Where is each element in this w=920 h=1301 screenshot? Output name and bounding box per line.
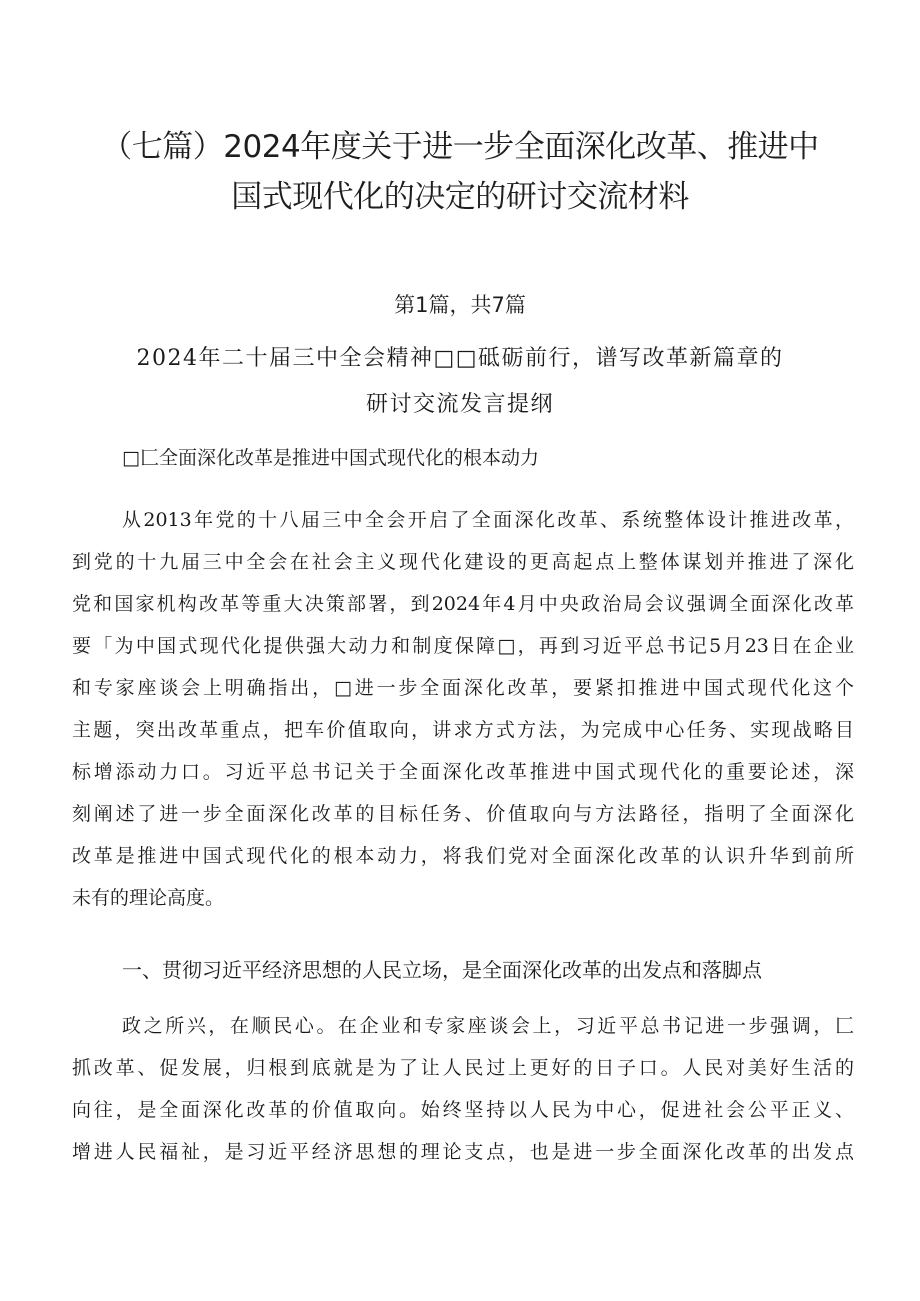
document-title-line-1: （七篇）2024年度关于进一步全面深化改革、推进中 bbox=[101, 129, 819, 165]
paragraph-line: 从2013年党的十八届三中全会开启了全面深化改革、系统整体设计推进改革， bbox=[122, 509, 854, 531]
paragraph-line: 和专家座谈会上明确指出，□进一步全面深化改革，要紧扣推进中国式现代化这个 bbox=[72, 677, 854, 699]
part-label: 第1篇，共7篇 bbox=[394, 293, 526, 317]
document-title-line-2: 国式现代化的决定的研讨交流材料 bbox=[231, 179, 689, 215]
paragraph-line: 抓改革、促发展，归根到底就是为了让人民过上更好的日子口。人民对美好生活的 bbox=[72, 1057, 854, 1079]
paragraph-line: 改革是推进中国式现代化的根本动力，将我们党对全面深化改革的认识升华到前所 bbox=[72, 845, 854, 867]
intro-heading: □匚全面深化改革是推进中国式现代化的根本动力 bbox=[122, 447, 539, 469]
paragraph-line: 刻阐述了进一步全面深化改革的目标任务、价值取向与方法路径，指明了全面深化 bbox=[72, 803, 854, 825]
paragraph-line: 主题，突出改革重点，把车价值取向，讲求方式方法，为完成中心任务、实现战略目 bbox=[72, 719, 854, 741]
paragraph-line: 标增添动力口。习近平总书记关于全面深化改革推进中国式现代化的重要论述，深 bbox=[72, 761, 854, 783]
section-heading: 一、贯彻习近平经济思想的人民立场，是全面深化改革的出发点和落脚点 bbox=[122, 958, 762, 982]
paragraph-line: 未有的理论高度。 bbox=[72, 887, 225, 909]
paragraph-line: 向往，是全面深化改革的价值取向。始终坚持以人民为中心，促进社会公平正义、 bbox=[72, 1099, 854, 1121]
paragraph-line: 到党的十九届三中全会在社会主义现代化建设的更高起点上整体谋划并推进了深化 bbox=[72, 551, 854, 573]
paragraph-line: 政之所兴，在顺民心。在企业和专家座谈会上，习近平总书记进一步强调，匚 bbox=[122, 1015, 854, 1037]
article-title-line-2: 研讨交流发言提纲 bbox=[365, 392, 554, 417]
article-title-line-1: 2024年二十届三中全会精神□□砥砺前行，谱写改革新篇章的 bbox=[136, 346, 784, 371]
paragraph-line: 要「为中国式现代化提供强大动力和制度保障□，再到习近平总书记5月23日在企业 bbox=[72, 635, 854, 657]
paragraph-line: 增进人民福祉，是习近平经济思想的理论支点，也是进一步全面深化改革的出发点 bbox=[72, 1141, 854, 1163]
paragraph-line: 党和国家机构改革等重大决策部署，到2024年4月中央政治局会议强调全面深化改革 bbox=[72, 593, 854, 615]
